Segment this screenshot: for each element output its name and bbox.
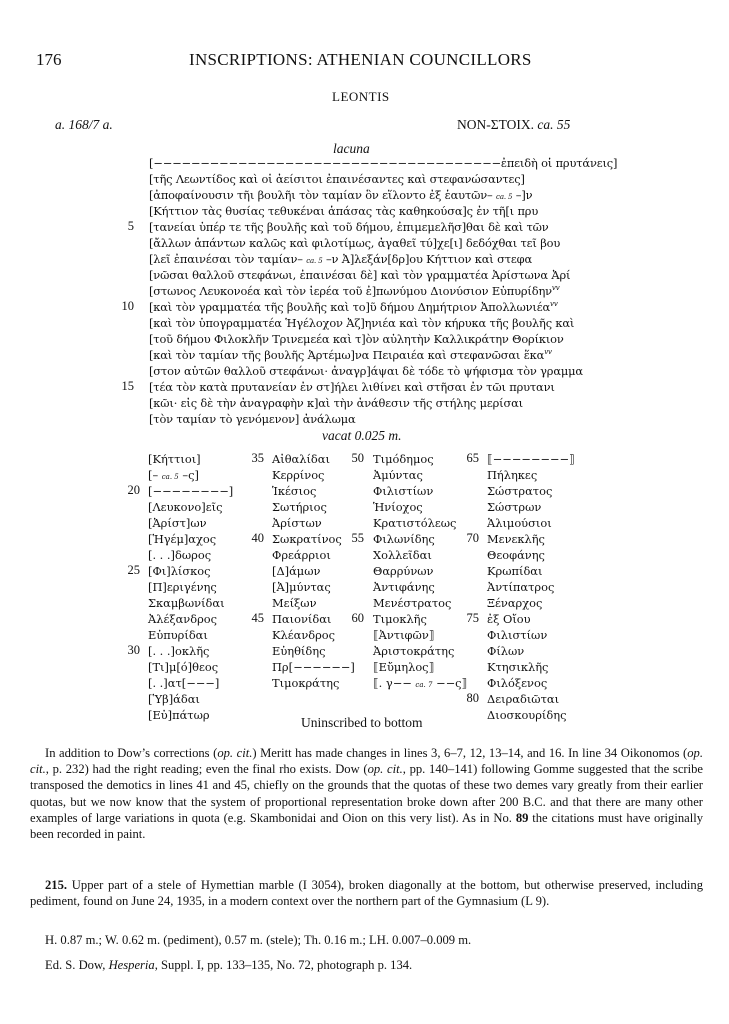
inscription-line-text: [τανείαι ὑπέρ τε τῆς βουλῆς καὶ τοῦ δήμου, ἐπιμεμελῆσ]θαι δὲ καὶ τῶν <box>149 220 549 234</box>
edition-text: , Suppl. I, pp. 133–135, No. 72, photograph p. 134. <box>154 958 413 972</box>
inscription-line-text: [καὶ τὸν ὑπογραμματέα Ἡγέλοχον Ἀζ]ηνιέα καὶ τὸν κήρυκα τῆς βουλῆς καὶ <box>149 316 575 330</box>
list-line-number: 40 <box>251 531 264 545</box>
councillor-name: Ἀντιφάνης <box>373 580 435 594</box>
councillor-name: Σώστρων <box>487 500 542 514</box>
councillor-name: Ἀρίστων <box>272 516 322 530</box>
list-line-number: 80 <box>466 691 479 705</box>
inscription-line-text: [κῶι· εἰς δὲ τὴν ἀναγραφὴν κ]αὶ τὴν ἀνάθεσιν τῆς στήλης μερίσαι <box>149 396 523 410</box>
vacat-mark: vv <box>550 300 558 309</box>
commentary-citation: op. cit. <box>30 746 703 777</box>
list-line-number: 45 <box>251 611 264 625</box>
commentary-citation: op. cit. <box>367 762 403 777</box>
inscription-line-text: [τῆς Λεωντίδος καὶ οἱ ἀείσιτοι ἐπαινέσαντες καὶ στεφανώσαντες] <box>149 172 525 186</box>
inscription-line <box>149 316 574 330</box>
councillor-name: ⟦Εὔμηλος⟧ <box>373 660 435 674</box>
councillor-name: Φιλιστίων <box>487 628 548 642</box>
councillor-name: [. . .]δωρος <box>148 548 212 562</box>
inscription-line <box>149 412 356 426</box>
councillor-name: [Ἀ]μύντας <box>272 580 331 594</box>
inscription-line-text: [στωνος Λευκονοέα καὶ τὸν ἱερέα τοῦ ἐ]πωνύμου Διονύσιον Εὐπυρίδην <box>149 284 552 298</box>
councillor-name: [. . .]οκλῆς <box>148 644 210 658</box>
style-label: NON-ΣΤΟΙΧ. <box>457 117 534 132</box>
inscription-line-text: [νῶσαι θαλλοῦ στεφάνωι, ἐπαινέσαι δὲ] καὶ τὸν γραμματέα Ἀρίστωνα Ἀρί <box>149 268 571 282</box>
inscription-line-text: [τὸν ταμίαν τὸ γενόμενον] ἀνάλωμα <box>149 412 356 426</box>
councillor-name: Πρ[−−−−−−] <box>272 660 355 674</box>
councillor-name: [Λευκονο]εῖς <box>148 500 223 514</box>
inscription-line-text: [ἀποφαίνουσιν τῆι βουλῆι τὸν ταμίαν ὃν εἵλοντο ἐξ ἑαυτῶν– ca. 5 –]ν <box>149 188 533 202</box>
inscription-line <box>149 236 560 250</box>
councillor-name: Κτησικλῆς <box>487 660 549 674</box>
inscription-line <box>149 172 525 186</box>
councillor-name: Τιμόδημος <box>373 452 434 466</box>
edition-text: Ed. S. Dow, <box>45 958 109 972</box>
line-number: 15 <box>121 379 134 393</box>
councillor-name: Σκαμβωνίδαι <box>148 596 225 610</box>
councillor-name: [Εὐ]πάτωρ <box>148 708 210 722</box>
councillor-name: Μενέστρατος <box>373 596 452 610</box>
inscription-line-text: [τοῦ δήμου Φιλοκλῆν Τρινεμεέα καὶ τ]ὸν αὐλητὴν Καλλικράτην Θορίκιον <box>149 332 564 346</box>
inscription-line <box>149 348 552 362</box>
lacuna-label: lacuna <box>333 141 370 156</box>
councillor-name: [Ἀρίστ]ων <box>148 516 207 530</box>
cross-reference-number: 89 <box>515 810 529 825</box>
councillor-name: Φίλων <box>487 644 525 658</box>
inscription-line-text: [στον αὐτῶν θαλλοῦ στεφάνωι· ἀναγρ]άψαι δὲ τόδε τὸ ψήφισμα τὸν γραμμα <box>149 364 583 378</box>
councillor-name: ⟦Ἀντιφῶν⟧ <box>373 628 435 642</box>
councillor-name: [Τι]μ[ό]θεος <box>148 660 219 674</box>
inscription-line <box>149 364 583 378</box>
line-number: 5 <box>127 219 134 233</box>
vacat-mark: vv <box>544 348 552 357</box>
councillor-name: [−−−−−−−−] <box>148 484 234 498</box>
inscription-line-text: [καὶ τὸν ταμίαν τῆς βουλῆς Ἀρτέμω]να Πειραιέα καὶ στεφανῶσαι ἕκα <box>149 348 545 362</box>
commentary-text: , pp. 140–141) following Gomme suggested that the scribe transposed the demotics in lines 41 and 45, chiefly on the grounds that the quotas of these two demes vary greatly from their earlier quotas, but we now know that the system of proportional representation broke down after 200 B.C. and that there are many other examples of large variations in quota (e.g. Skambonidai and Oion on this very list). As in No. <box>30 762 703 825</box>
list-line-number: 35 <box>251 451 264 465</box>
councillor-name: Αἰθαλίδαι <box>272 452 330 466</box>
edition-journal: Hesperia <box>108 958 155 972</box>
list-line-number: 55 <box>351 531 364 545</box>
councillor-name: Ἡνίοχος <box>373 500 423 514</box>
councillor-name: Σωτήριος <box>272 500 327 514</box>
councillor-name: Κρωπίδαι <box>487 564 543 578</box>
councillor-name: Ἀλέξανδρος <box>148 612 218 626</box>
councillor-name: ⟦. γ−− ca. 7 −−ς⟧ <box>373 676 468 690</box>
inscription-date: a. 168/7 a. <box>55 117 113 132</box>
councillor-name: [Φι]λίσκος <box>148 564 211 578</box>
list-line-number: 70 <box>466 531 479 545</box>
councillor-name: Ἱκέσιος <box>272 484 317 498</box>
entry-number: 215. <box>45 878 68 892</box>
entry-description <box>30 877 703 909</box>
inscription-line-text: [ἄλλων ἁπάντων καλῶς καὶ φιλοτίμως, ἀγαθεῖ τύ]χε[ι] δεδόχθαι τεῖ βου <box>149 236 561 250</box>
vacat-text: vacat 0.025 m. <box>322 428 402 443</box>
commentary-paragraph <box>30 745 703 842</box>
councillor-name: Εὐπυρίδαι <box>148 628 208 642</box>
councillor-name: Δειραδιῶται <box>487 692 560 706</box>
councillor-name: Ἀμύντας <box>373 468 423 482</box>
inscription-line-text: [−−−−−−−−−−−−−−−−−−−−−−−−−−−−−−−−−−−−−ἐπειδὴ οἱ πρυτάνεις] <box>149 156 618 170</box>
line-number: 10 <box>121 299 134 313</box>
inscription-line <box>149 252 532 266</box>
councillor-name: Φιλωνίδης <box>373 532 435 546</box>
entry-dimensions: H. 0.87 m.; W. 0.62 m. (pediment), 0.57 m. (stele); Th. 0.16 m.; LH. 0.007–0.009 m. <box>45 933 472 947</box>
list-line-number: 65 <box>466 451 479 465</box>
councillor-name: [Π]εριγένης <box>148 580 217 594</box>
councillor-name: ἐξ Οἴου <box>487 612 531 626</box>
councillor-name: Θαρρύνων <box>373 564 434 578</box>
councillor-name: Τιμοκράτης <box>272 676 340 690</box>
commentary-text: the citations must have originally been recorded in paint. <box>30 810 703 842</box>
vacat-mark: vv <box>551 284 560 293</box>
councillor-name: Πήληκες <box>487 468 538 482</box>
commentary-text: In addition to Dow’s corrections ( <box>45 746 218 760</box>
inscription-line <box>149 268 570 282</box>
page-number: 176 <box>36 50 62 69</box>
entry-description-text: Upper part of a stele of Hymettian marble (I 3054), broken diagonally at the bottom, but otherwise preserved, including pediment, found on June 24, 1935, in a modern context over the northern part of the Gymnasium (L 9). <box>30 878 704 909</box>
vacat-label <box>322 428 401 444</box>
inscription-line <box>149 284 560 298</box>
councillor-name: Μενεκλῆς <box>487 532 545 546</box>
councillor-name: ⟦−−−−−−−−⟧ <box>487 452 575 466</box>
councillor-name: [– ca. 5 –ς] <box>148 468 199 482</box>
inscription-line <box>149 396 523 410</box>
councillor-name: Μείξων <box>272 596 317 610</box>
list-line-number: 75 <box>466 611 479 625</box>
list-line-number: 25 <box>127 563 140 577</box>
councillor-name: Ξέναρχος <box>487 596 543 610</box>
list-line-number: 60 <box>351 611 364 625</box>
commentary-citation: op. cit. <box>217 746 253 760</box>
councillor-name: [Ὑβ]άδαι <box>148 692 200 706</box>
inscription-line <box>149 380 555 394</box>
inscription-line <box>149 204 538 218</box>
list-line-number: 30 <box>127 643 140 657</box>
councillor-name: Ἁλιμούσιοι <box>487 516 552 530</box>
councillor-name: [. .]ατ[−−−] <box>148 676 220 690</box>
inscription-style <box>457 117 570 133</box>
running-title: INSCRIPTIONS: ATHENIAN COUNCILLORS <box>189 50 532 69</box>
inscription-line-text: [καὶ τὸν γραμματέα τῆς βουλῆς καὶ το]ῦ δήμου Δημήτριον Ἀπολλωνιέα <box>149 300 551 314</box>
list-line-number: 50 <box>351 451 364 465</box>
councillor-name: Ἀντίπατρος <box>487 580 555 594</box>
councillor-name: Φρεάρριοι <box>272 548 331 562</box>
list-line-number: 20 <box>127 483 140 497</box>
councillor-name: [Δ]άμων <box>272 564 321 578</box>
councillor-name: Ἀριστοκράτης <box>373 644 455 658</box>
inscription-line <box>149 332 564 346</box>
councillor-name: Φιλιστίων <box>373 484 434 498</box>
councillor-name: Κρατιστόλεως <box>373 516 457 530</box>
entry-edition <box>45 957 705 973</box>
councillor-name: [Ἡγέμ]αχος <box>148 532 217 546</box>
councillor-name: [Κήττιοι] <box>148 452 201 466</box>
councillor-name: Διοσκουρίδης <box>487 708 567 722</box>
inscription-line <box>149 156 617 170</box>
letters-count: ca. 55 <box>537 117 571 132</box>
councillor-name: Φιλόξενος <box>487 676 548 690</box>
councillor-name: Κερρίνος <box>272 468 325 482</box>
councillor-name: Τιμοκλῆς <box>373 612 427 626</box>
commentary-text: , p. 232) had the right reading; even the final rho exists. Dow ( <box>45 762 368 777</box>
inscription-line <box>149 220 549 234</box>
inscription-line-text: [Κήττιον τὰς θυσίας τεθυκέναι ἁπάσας τὰς καθηκούσα]ς ἐν τῆ[ι πρυ <box>149 204 539 218</box>
councillor-name: Θεοφάνης <box>487 548 545 562</box>
section-title: LEONTIS <box>332 89 390 104</box>
councillor-name: Κλέανδρος <box>272 628 336 642</box>
councillor-name: Χολλεῖδαι <box>373 548 432 562</box>
uninscribed-label: Uninscribed to bottom <box>301 715 423 730</box>
councillor-name: Σώστρατος <box>487 484 553 498</box>
inscription-line <box>149 300 558 314</box>
inscription-line <box>149 188 532 202</box>
inscription-line-text: [τέα τὸν κατὰ πρυτανείαν ἐν στ]ήλει λιθίνει καὶ στῆσαι ἐν τῶι πρυτανι <box>149 380 555 394</box>
councillor-name: Εὐηθίδης <box>272 644 326 658</box>
commentary-text: ) Meritt has made changes in lines 3, 6–7, 12, 13–14, and 16. In line 34 Oikonomos ( <box>252 746 688 760</box>
councillor-name: Σωκρατίνος <box>272 532 342 546</box>
councillor-name: Παιονίδαι <box>272 612 332 626</box>
inscription-line-text: [λεῖ ἐπαινέσαι τὸν ταμίαν– ca. 5 –ν Ἀ]λεξάν[δρ]ου Κήττιον καὶ στεφα <box>149 252 532 266</box>
